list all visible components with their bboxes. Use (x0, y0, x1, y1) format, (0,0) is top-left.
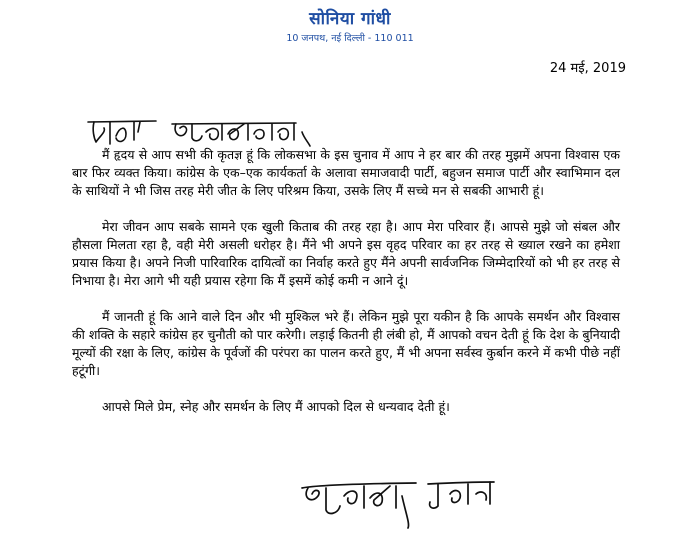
paragraph: मेरा जीवन आप सबके सामने एक खुली किताब की तरह रहा है। आप मेरा परिवार हैं। आपसे मुझे जो संबल और हौसला मिलता रहा है, वही मेरी असली धरोहर है। मैंने भी अपने इस वृहद परिवार का हर तरह से ख्याल रखने का हमेशा प्रयास किया है। अपने निजी पारिवारिक दायित्वों का निर्वाह करते हुए मैंने अपनी सार्वजनिक जिम्मेदारियों को भी हर तरह से निभाया है। मेरा आगे भी यही प्रयास रहेगा कि मैं इसमें कोई कमी न आने दूं। (72, 219, 620, 288)
paragraph: आपसे मिले प्रेम, स्नेह और समर्थन के लिए मैं आपको दिल से धन्यवाद देती हूं। (102, 399, 450, 414)
letterhead-address: 10 जनपथ, नई दिल्ली - 110 011 (286, 33, 414, 44)
paragraph: मैं जानती हूं कि आने वाले दिन और भी मुश्किल भरे हैं। लेकिन मुझे पूरा यकीन है कि आपके समर्थन और विश्वास की शक्ति के सहारे कांग्रेस हर चुनौती को पार करेगी। लड़ाई कितनी ही लंबी हो, मैं आपको वचन देती हूं कि देश के बुनियादी मूल्यों की रक्षा के लिए, कांग्रेस के पूर्वजों की परंपरा का पालन करते हुए, मैं भी अपना सर्वस्व कुर्बान करने में कभी पीछे नहीं हटूंगी। (72, 309, 620, 378)
letter-body (72, 146, 620, 434)
paragraph: मैं हृदय से आप सभी की कृतज्ञ हूं कि लोकसभा के इस चुनाव में आप ने हर बार की तरह मुझमें अपना विश्वास एक बार फिर व्यक्त किया। कांग्रेस के एक–एक कार्यकर्ता के अलावा समाजवादी पार्टी, बहुजन समाज पार्टी और स्वाभिमान दल के साथियों ने भी जिस तरह मेरी जीत के लिए परिश्रम किया, उसके लिए मैं सच्चे मन से सबकी आभारी हूं। (72, 147, 620, 198)
letterhead (0, 8, 700, 45)
letterhead-name: सोनिया गांधी (309, 9, 391, 29)
signature-drawing (298, 474, 498, 530)
letter-date: 24 मई, 2019 (549, 61, 626, 76)
signature (298, 474, 498, 530)
